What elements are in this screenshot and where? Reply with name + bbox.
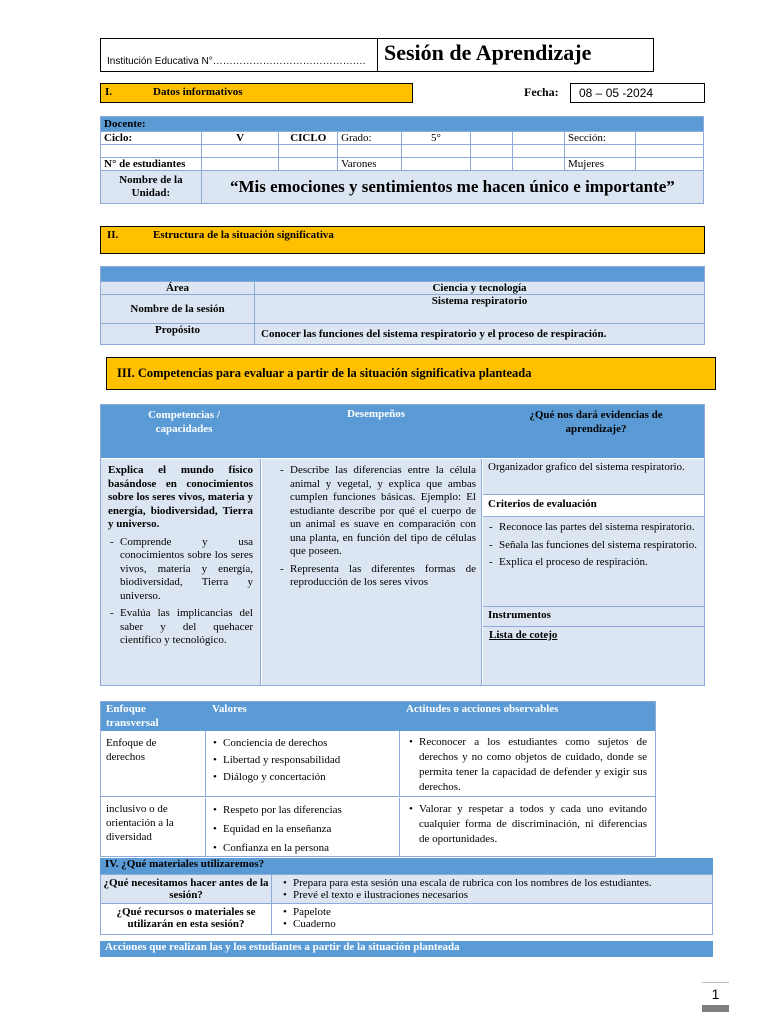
capacidad-item: - Evalúa las implicancias del saber y del quehacer científico y tecnológico. <box>120 607 253 648</box>
fecha-field: 08 – 05 -2024 <box>570 83 705 103</box>
valores-list <box>211 801 391 858</box>
enfoque-name: Enfoque de derechos <box>106 737 157 763</box>
valor-item: • Equidad en la enseñanza <box>223 820 391 839</box>
section-datos-informativos: I. Datos informativos <box>100 83 413 103</box>
capacidad-item: - Comprende y usa conocimientos sobre los seres vivos, materia y energía, biodiversidad, Tierra y universo. <box>120 536 253 604</box>
grado-value: 5° <box>401 132 470 145</box>
materiales-question: ¿Qué recursos o materiales se utilizarán en esta sesión? <box>116 906 256 930</box>
competencia-text: Explica el mundo físico basándose en conocimientos sobre los seres vivos, materia y energía, biodiversidad, Tierra y universo. <box>108 464 253 530</box>
page-title: Sesión de Aprendizaje <box>377 38 654 72</box>
valor-item: • Libertad y responsabilidad <box>223 752 391 769</box>
fecha-label: Fecha: <box>524 85 559 99</box>
area-table <box>100 266 705 345</box>
criterio-item: - Reconoce las partes del sistema respiratorio. <box>499 521 699 535</box>
enfoque-name: inclusivo o de orientación a la diversidad <box>106 803 174 843</box>
actitud-item: • Valorar y respetar a todos y cada uno evitando cualquier forma de discriminación, ni diferencias de oportunidades. <box>419 802 647 847</box>
comp-col-desempenos <box>262 459 482 685</box>
materiales-question: ¿Qué necesitamos hacer antes de la sesión? <box>103 877 269 901</box>
capacidades-list <box>108 536 253 648</box>
evidencia-text: Organizador grafico del sistema respiratorio. <box>483 459 704 495</box>
materiales-row-1 <box>100 874 713 904</box>
ciclo-label: Ciclo: <box>101 132 202 145</box>
enfoque-header-3: Actitudes o acciones observables <box>406 703 559 715</box>
varones-label: Varones <box>338 158 402 171</box>
page-number: 1 <box>711 986 720 1002</box>
acciones-title: Acciones que realizan las y los estudiantes a partir de la situación planteada <box>100 941 713 957</box>
materiales-table <box>100 858 713 958</box>
materiales-answer: • Papelote <box>293 906 711 918</box>
proposito-value: Conocer las funciones del sistema respiratorio y el proceso de respiración. <box>255 324 705 345</box>
comp-header-1: Competencias / capacidades <box>148 409 220 435</box>
actitud-list <box>407 802 647 847</box>
comp-header-2: Desempeños <box>346 408 406 420</box>
materiales-row-2 <box>100 904 713 935</box>
docente-label: Docente: <box>101 117 704 132</box>
valor-item: • Conciencia de derechos <box>223 735 391 752</box>
desempeno-item: - Describe las diferencias entre la célula animal y vegetal, y explica que ambas cumplen funciones básicas. Ejemplo: El estudiante describe por qué el cuerpo de un animal es suave en comparación con una planta, en función del tipo de células que poseen. <box>290 464 476 559</box>
section-competencias: III. Competencias para evaluar a partir de la situación significativa planteada <box>106 357 716 390</box>
valor-item: • Confianza en la persona <box>223 839 391 858</box>
valores-list <box>211 735 391 786</box>
materiales-answer: • Cuaderno <box>293 918 711 930</box>
competencias-table <box>100 404 705 686</box>
desempeno-item: - Representa las diferentes formas de reproducción de los seres vivos <box>290 563 476 590</box>
page-number-rule <box>702 982 729 983</box>
enfoque-table <box>100 701 656 857</box>
actitud-item: • Reconocer a los estudiantes como sujetos de derechos y no como objetos de cuidado, donde se permita tener la capacidad de defender y exigir sus derechos. <box>419 735 647 795</box>
unidad-label: Nombre de la Unidad: <box>101 171 202 204</box>
desempenos-list <box>278 464 476 590</box>
actitud-list <box>407 735 647 795</box>
seccion-label: Sección: <box>565 132 636 145</box>
area-value: Ciencia y tecnología <box>255 282 705 295</box>
criterio-item: - Señala las funciones del sistema respiratorio. <box>499 539 699 553</box>
page-number-bar <box>702 1005 729 1012</box>
institution-box <box>100 38 378 72</box>
proposito-label: Propósito <box>101 324 255 345</box>
criterio-item: - Explica el proceso de respiración. <box>499 556 699 570</box>
enfoque-row <box>101 731 655 797</box>
valor-item: • Respeto por las diferencias <box>223 801 391 820</box>
grado-label: Grado: <box>338 132 402 145</box>
info-table <box>100 116 704 204</box>
criterios-list <box>483 517 704 607</box>
materiales-title: IV. ¿Qué materiales utilizaremos? <box>100 858 713 874</box>
area-label: Área <box>101 282 255 295</box>
institution-label: Institución Educativa N°………………………………………. <box>107 56 366 67</box>
materiales-answers <box>281 906 711 930</box>
estudiantes-label: N° de estudiantes <box>101 158 202 171</box>
materiales-answer: • Prepara para esta sesión una escala de rubrica con los nombres de los estudiantes. <box>293 877 711 889</box>
sesion-value: Sistema respiratorio <box>255 295 705 324</box>
comp-col-competencia <box>101 459 261 685</box>
instrumentos-label: Instrumentos <box>483 607 704 627</box>
ciclo-value: V <box>201 132 279 145</box>
mujeres-label: Mujeres <box>565 158 636 171</box>
instrumento-value: Lista de cotejo <box>489 629 558 641</box>
enfoque-header <box>101 702 655 731</box>
ciclo-label-2: CICLO <box>279 132 338 145</box>
section-estructura: II. Estructura de la situación significativa <box>100 226 705 254</box>
enfoque-header-1: Enfoque transversal <box>106 703 159 729</box>
materiales-answers <box>281 877 711 901</box>
valor-item: • Diálogo y concertación <box>223 769 391 786</box>
comp-header-3: ¿Qué nos dará evidencias de aprendizaje? <box>529 409 663 435</box>
materiales-answer: • Prevé el texto e ilustraciones necesarios <box>293 889 711 901</box>
comp-col-evidencias <box>483 459 704 685</box>
sesion-label: Nombre de la sesión <box>101 295 255 324</box>
unidad-value: “Mis emociones y sentimientos me hacen único e importante” <box>201 171 703 204</box>
comp-header <box>101 405 704 458</box>
enfoque-header-2: Valores <box>212 703 247 715</box>
enfoque-row <box>101 798 655 856</box>
criterios-label: Criterios de evaluación <box>483 495 704 517</box>
